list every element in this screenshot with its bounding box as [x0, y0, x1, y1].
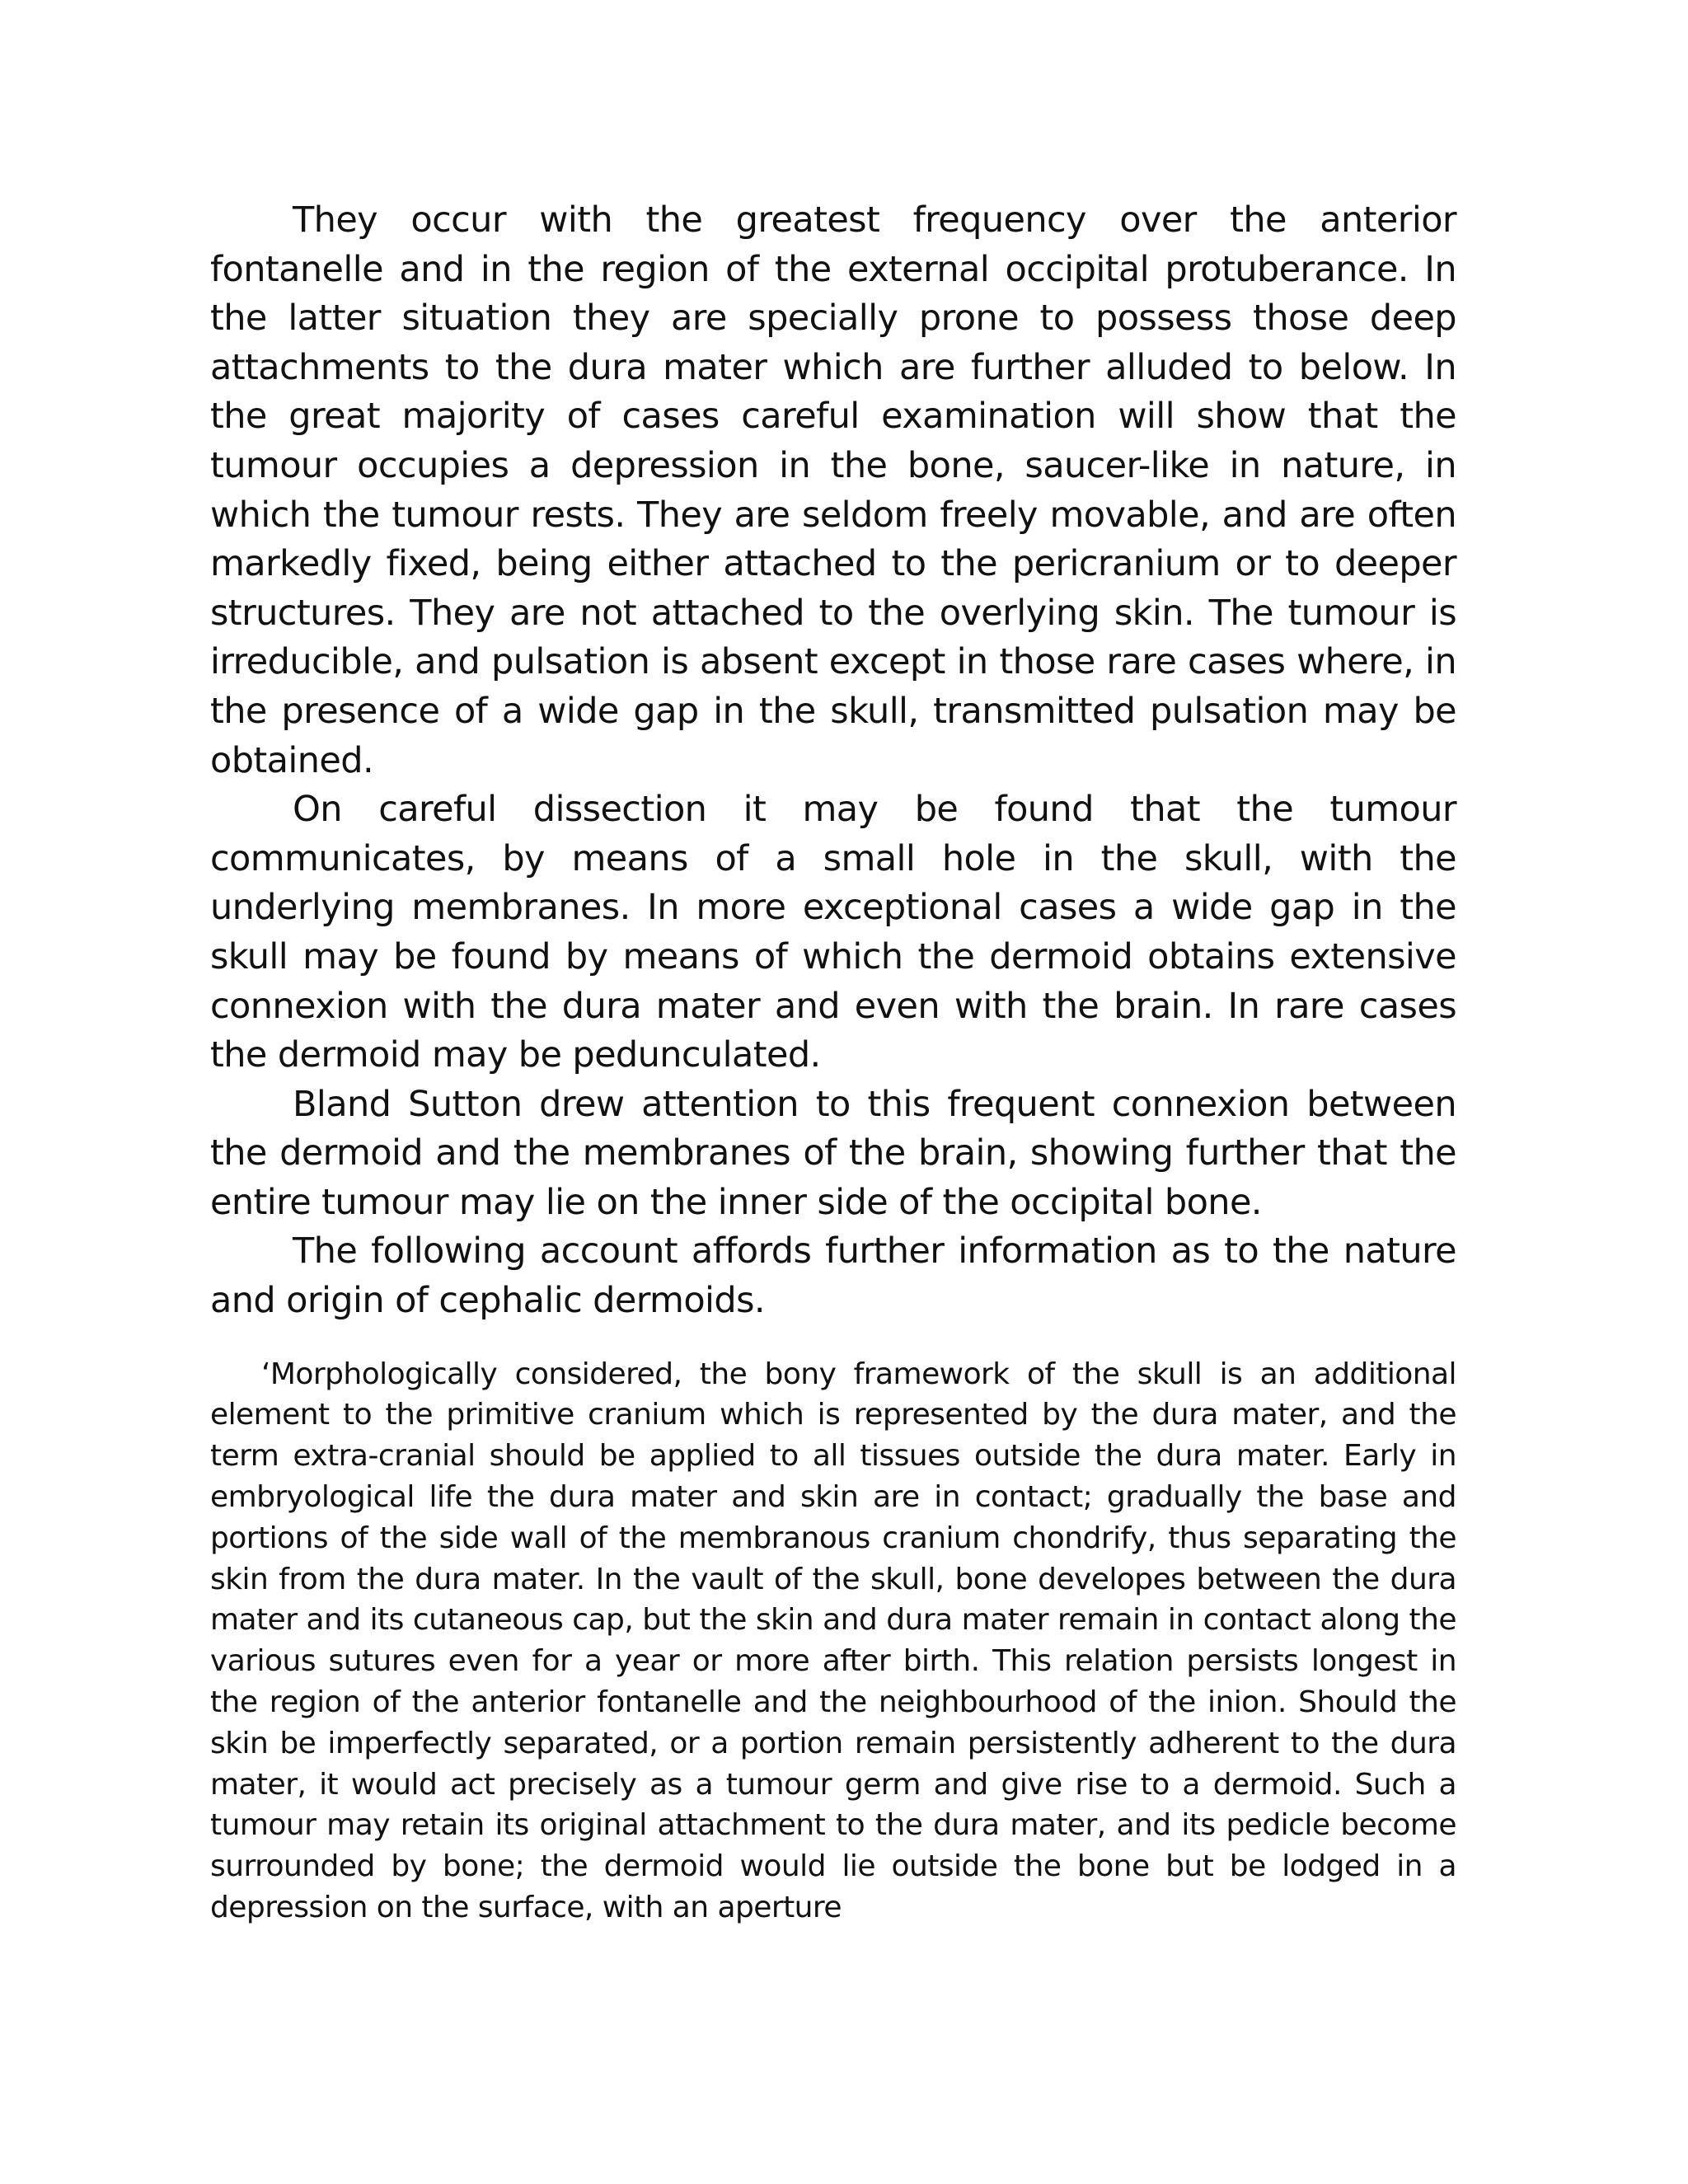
paragraph-2: On careful dissection it may be found that the tumour communicates, by means of a small hole in the skull, with the underlying membranes. In more exceptional cases a wide gap in the skull may be found by means of which the dermoid obtains extensive connexion with the dura mater and even with the brain. In rare cases the dermoid may be pedunculated.: [210, 789, 1456, 1076]
quote-paragraph: ‘Morphologically considered, the bony framework of the skull is an additional element to the primitive cranium which is represented by the dura mater, and the term extra-cranial should be applied to all tissues outside the dura mater. Early in embryological life the dura mater and skin are in contact; gradually the base and portions of the side wall of the membranous cranium chondrify, thus separating the skin from the dura mater. In the vault of the skull, bone developes between the dura mater and its cutaneous cap, but the skin and dura mater remain in contact along the various sutures even for a year or more after birth. This relation persists longest in the region of the anterior fontanelle and the neighbourhood of the inion. Should the skin be imperfectly separated, or a portion remain persistently adherent to the dura mater, it would act precisely as a tumour germ and give rise to a dermoid. Such a tumour may retain its original attachment to the dura mater, and its pedicle become surrounded by bone; the dermoid would lie outside the bone but be lodged in a depression on the surface, with an aperture: [210, 1357, 1456, 1925]
block-quote: [210, 1354, 1456, 1929]
document-page: [210, 196, 1456, 1929]
paragraph-1: They occur with the greatest frequency over the anterior fontanelle and in the region of the external occipital protuberance. In the latter situation they are specially prone to possess those deep attachments to the dura mater which are further alluded to below. In the great majority of cases careful examination will show that the tumour occupies a depression in the bone, saucer-like in nature, in which the tumour rests. They are seldom freely movable, and are often markedly fixed, being either attached to the pericranium or to deeper structures. They are not attached to the overlying skin. The tumour is irreducible, and pulsation is absent except in those rare cases where, in the presence of a wide gap in the skull, transmitted pulsation may be obtained.: [210, 199, 1456, 781]
paragraph-4: The following account affords further information as to the nature and origin of cephalic dermoids.: [210, 1230, 1456, 1322]
body-text: [210, 196, 1456, 1326]
paragraph-3: Bland Sutton drew attention to this frequent connexion between the dermoid and the membranes of the brain, showing further that the entire tumour may lie on the inner side of the occipital bone.: [210, 1083, 1456, 1223]
